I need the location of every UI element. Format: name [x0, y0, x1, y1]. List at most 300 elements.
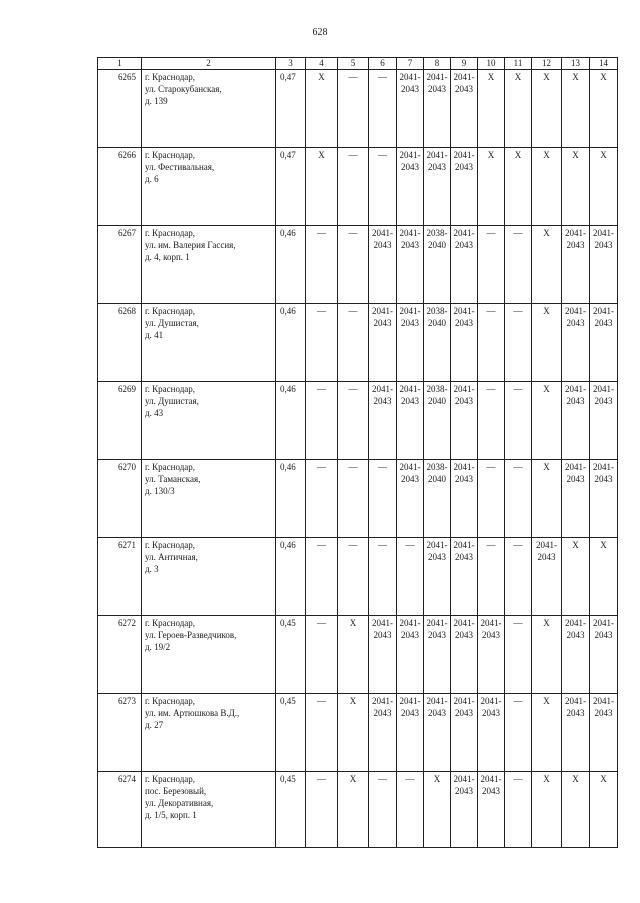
- period-value: 2041-: [593, 462, 614, 472]
- period-value: 2043: [401, 162, 419, 172]
- period-value: Х: [433, 774, 441, 784]
- address-line: г. Краснодар,: [145, 228, 196, 238]
- period-value: —: [317, 774, 326, 784]
- column-number-12: 12: [532, 58, 562, 70]
- period-value: 2043: [566, 318, 585, 328]
- period-value: —: [513, 774, 523, 784]
- period-value: 2043: [594, 318, 613, 328]
- column-number-3: 3: [276, 58, 306, 70]
- period-cell-col-5: [338, 70, 369, 148]
- period-cell-col-6: [369, 382, 397, 460]
- address-cell: [142, 226, 276, 304]
- period-cell-col-10: [478, 70, 505, 148]
- period-cell-col-14: [590, 304, 618, 382]
- period-value: Х: [543, 618, 550, 628]
- period-value: —: [348, 228, 358, 238]
- period-cell-col-10: [478, 148, 505, 226]
- period-value: 2043: [455, 786, 473, 796]
- period-cell-col-8: [424, 70, 451, 148]
- period-cell-col-12: [532, 460, 562, 538]
- period-value: Х: [600, 774, 607, 784]
- period-cell-col-6: [369, 772, 397, 848]
- column-number-8: 8: [424, 58, 451, 70]
- period-cell-col-14: [590, 226, 618, 304]
- address-line: ул. Героев-Разведчиков,: [145, 630, 237, 640]
- period-value: 2043: [594, 396, 613, 406]
- period-value: Х: [349, 774, 357, 784]
- area-value: 0,47: [276, 70, 306, 148]
- period-cell-col-5: [338, 616, 369, 694]
- period-value: 2043: [373, 630, 392, 640]
- period-cell-col-11: [505, 304, 532, 382]
- period-value: Х: [318, 72, 325, 82]
- period-value: Х: [487, 72, 495, 82]
- period-value: 2041-: [593, 384, 614, 394]
- address-cell: [142, 538, 276, 616]
- period-value: 2038-: [426, 462, 448, 472]
- period-value: 2043: [594, 708, 613, 718]
- period-value: 2043: [455, 396, 473, 406]
- period-value: —: [348, 72, 358, 82]
- period-value: 2043: [455, 552, 473, 562]
- period-cell-col-14: [590, 148, 618, 226]
- period-value: 2043: [455, 162, 473, 172]
- period-value: 2043: [594, 474, 613, 484]
- period-cell-col-8: [424, 616, 451, 694]
- period-value: 2041-: [565, 696, 586, 706]
- table-row: [98, 538, 618, 616]
- period-cell-col-8: [424, 694, 451, 772]
- period-cell-col-5: [338, 382, 369, 460]
- address-line: д. 27: [145, 720, 164, 730]
- period-value: 2043: [566, 630, 585, 640]
- address-line: ул. Старокубанская,: [145, 84, 222, 94]
- period-cell-col-13: [562, 616, 590, 694]
- period-value: 2043: [401, 630, 419, 640]
- period-value: —: [378, 774, 387, 784]
- period-cell-col-7: [397, 772, 424, 848]
- period-cell-col-13: [562, 694, 590, 772]
- period-value: 2038-: [426, 306, 448, 316]
- period-cell-col-5: [338, 694, 369, 772]
- address-line: д. 19/2: [145, 642, 171, 652]
- period-value: 2041-: [399, 228, 421, 238]
- period-cell-col-9: [451, 772, 478, 848]
- address-cell: [142, 70, 276, 148]
- period-value: 2040: [428, 318, 446, 328]
- period-cell-col-10: [478, 226, 505, 304]
- period-value: —: [378, 72, 387, 82]
- address-cell: [142, 460, 276, 538]
- table-row: [98, 382, 618, 460]
- period-value: 2041-: [372, 228, 393, 238]
- period-value: 2041-: [453, 228, 475, 238]
- period-value: 2041-: [453, 618, 475, 628]
- address-line: д. 6: [145, 174, 159, 184]
- period-cell-col-5: [338, 226, 369, 304]
- area-value: 0,45: [276, 694, 306, 772]
- period-cell-col-4: [306, 538, 338, 616]
- period-cell-col-14: [590, 460, 618, 538]
- table-row: [98, 460, 618, 538]
- period-cell-col-13: [562, 772, 590, 848]
- period-value: Х: [349, 696, 357, 706]
- period-cell-col-9: [451, 304, 478, 382]
- period-value: 2043: [401, 84, 419, 94]
- period-value: 2041-: [453, 72, 475, 82]
- period-cell-col-10: [478, 460, 505, 538]
- period-value: 2043: [455, 474, 473, 484]
- period-value: —: [513, 228, 523, 238]
- period-cell-col-7: [397, 304, 424, 382]
- address-line: ул. им. Артюшкова В.Д.,: [145, 708, 240, 718]
- period-value: 2043: [455, 318, 473, 328]
- period-value: —: [486, 462, 496, 472]
- period-value: —: [378, 462, 387, 472]
- period-cell-col-8: [424, 772, 451, 848]
- period-value: 2041-: [372, 696, 393, 706]
- period-value: 2041-: [536, 540, 557, 550]
- area-value: 0,46: [276, 538, 306, 616]
- period-value: Х: [572, 150, 579, 160]
- period-value: Х: [543, 306, 550, 316]
- area-value: 0,45: [276, 772, 306, 848]
- period-value: —: [317, 618, 326, 628]
- period-cell-col-13: [562, 382, 590, 460]
- period-value: 2041-: [453, 696, 475, 706]
- period-cell-col-5: [338, 772, 369, 848]
- period-value: 2043: [566, 396, 585, 406]
- period-value: 2041-: [453, 150, 475, 160]
- period-value: 2041-: [399, 462, 421, 472]
- period-cell-col-6: [369, 616, 397, 694]
- period-cell-col-7: [397, 616, 424, 694]
- table-row: [98, 694, 618, 772]
- period-value: Х: [600, 72, 607, 82]
- period-cell-col-5: [338, 538, 369, 616]
- register-table: [97, 57, 618, 848]
- period-value: 2041-: [565, 618, 586, 628]
- period-value: 2041-: [565, 462, 586, 472]
- period-value: 2041-: [453, 384, 475, 394]
- period-cell-col-10: [478, 382, 505, 460]
- period-value: —: [513, 540, 523, 550]
- column-number-5: 5: [338, 58, 369, 70]
- column-number-13: 13: [562, 58, 590, 70]
- period-value: 2043: [401, 708, 419, 718]
- period-value: 2043: [566, 474, 585, 484]
- period-cell-col-11: [505, 460, 532, 538]
- period-value: 2041-: [453, 462, 475, 472]
- period-value: —: [513, 696, 523, 706]
- period-value: —: [348, 384, 358, 394]
- period-value: 2041-: [480, 774, 502, 784]
- period-value: 2043: [594, 630, 613, 640]
- period-cell-col-9: [451, 694, 478, 772]
- period-value: Х: [487, 150, 495, 160]
- period-value: 2041-: [399, 618, 421, 628]
- period-value: 2043: [566, 240, 585, 250]
- address-line: г. Краснодар,: [145, 540, 196, 550]
- period-cell-col-5: [338, 460, 369, 538]
- period-cell-col-12: [532, 616, 562, 694]
- period-value: Х: [318, 150, 325, 160]
- period-cell-col-12: [532, 538, 562, 616]
- period-value: —: [348, 540, 358, 550]
- address-cell: [142, 772, 276, 848]
- period-value: 2041-: [399, 306, 421, 316]
- address-cell: [142, 382, 276, 460]
- period-value: 2043: [401, 396, 419, 406]
- column-number-4: 4: [306, 58, 338, 70]
- period-value: 2041-: [453, 540, 475, 550]
- period-cell-col-7: [397, 460, 424, 538]
- period-cell-col-11: [505, 616, 532, 694]
- period-value: Х: [600, 540, 607, 550]
- period-value: Х: [543, 150, 550, 160]
- row-number: 6269: [98, 382, 142, 460]
- period-cell-col-9: [451, 382, 478, 460]
- period-value: 2041-: [565, 384, 586, 394]
- period-value: 2043: [428, 162, 446, 172]
- row-number: 6272: [98, 616, 142, 694]
- period-value: 2043: [401, 474, 419, 484]
- period-cell-col-4: [306, 304, 338, 382]
- period-value: Х: [543, 774, 550, 784]
- period-value: 2043: [428, 84, 446, 94]
- period-value: 2041-: [480, 618, 502, 628]
- period-value: 2041-: [426, 696, 448, 706]
- area-value: 0,47: [276, 148, 306, 226]
- period-cell-col-5: [338, 148, 369, 226]
- column-number-9: 9: [451, 58, 478, 70]
- row-number: 6273: [98, 694, 142, 772]
- area-value: 0,46: [276, 304, 306, 382]
- address-line: ул. Фестивальная,: [145, 162, 215, 172]
- row-number: 6271: [98, 538, 142, 616]
- period-value: 2040: [428, 396, 446, 406]
- period-value: 2043: [401, 318, 419, 328]
- period-cell-col-8: [424, 304, 451, 382]
- period-value: 2041-: [372, 618, 393, 628]
- row-number: 6268: [98, 304, 142, 382]
- column-number-row: [98, 58, 618, 70]
- period-value: Х: [572, 72, 579, 82]
- period-cell-col-4: [306, 460, 338, 538]
- period-value: 2041-: [372, 306, 393, 316]
- period-value: Х: [543, 462, 550, 472]
- period-value: —: [513, 384, 523, 394]
- period-cell-col-13: [562, 538, 590, 616]
- area-value: 0,46: [276, 460, 306, 538]
- address-line: ул. Таманская,: [145, 474, 201, 484]
- period-value: 2041-: [399, 384, 421, 394]
- period-cell-col-6: [369, 226, 397, 304]
- address-line: пос. Березовый,: [145, 786, 207, 796]
- address-line: д. 4, корп. 1: [145, 252, 190, 262]
- period-cell-col-10: [478, 772, 505, 848]
- period-cell-col-12: [532, 772, 562, 848]
- period-value: —: [317, 462, 326, 472]
- address-line: ул. Душистая,: [145, 318, 199, 328]
- period-cell-col-4: [306, 382, 338, 460]
- address-line: г. Краснодар,: [145, 384, 196, 394]
- address-line: ул. Душистая,: [145, 396, 199, 406]
- period-value: —: [405, 774, 415, 784]
- column-number-7: 7: [397, 58, 424, 70]
- table-row: [98, 616, 618, 694]
- period-cell-col-9: [451, 148, 478, 226]
- period-cell-col-9: [451, 460, 478, 538]
- period-value: —: [486, 306, 496, 316]
- period-cell-col-13: [562, 148, 590, 226]
- address-line: г. Краснодар,: [145, 618, 196, 628]
- period-value: —: [513, 618, 523, 628]
- period-value: —: [513, 306, 523, 316]
- address-line: д. 41: [145, 330, 164, 340]
- period-cell-col-4: [306, 226, 338, 304]
- period-value: 2041-: [426, 150, 448, 160]
- address-line: г. Краснодар,: [145, 150, 196, 160]
- period-value: 2043: [401, 240, 419, 250]
- row-number: 6266: [98, 148, 142, 226]
- period-value: 2040: [428, 240, 446, 250]
- period-cell-col-8: [424, 460, 451, 538]
- period-value: Х: [543, 228, 550, 238]
- period-cell-col-7: [397, 382, 424, 460]
- address-cell: [142, 304, 276, 382]
- period-cell-col-14: [590, 694, 618, 772]
- period-cell-col-4: [306, 148, 338, 226]
- period-value: 2043: [455, 240, 473, 250]
- period-cell-col-12: [532, 148, 562, 226]
- address-cell: [142, 148, 276, 226]
- period-value: 2038-: [426, 228, 448, 238]
- period-cell-col-13: [562, 70, 590, 148]
- address-line: г. Краснодар,: [145, 774, 196, 784]
- address-line: ул. Античная,: [145, 552, 198, 562]
- address-line: ул. Декоративная,: [145, 798, 214, 808]
- period-cell-col-12: [532, 694, 562, 772]
- period-cell-col-6: [369, 694, 397, 772]
- area-value: 0,46: [276, 226, 306, 304]
- period-cell-col-13: [562, 304, 590, 382]
- period-value: 2043: [373, 708, 392, 718]
- period-value: Х: [543, 72, 550, 82]
- period-value: —: [486, 228, 496, 238]
- period-value: Х: [572, 774, 579, 784]
- period-cell-col-5: [338, 304, 369, 382]
- period-value: Х: [543, 384, 550, 394]
- period-value: 2043: [566, 708, 585, 718]
- period-cell-col-11: [505, 772, 532, 848]
- period-value: 2041-: [399, 150, 421, 160]
- period-cell-col-14: [590, 382, 618, 460]
- period-value: —: [348, 462, 358, 472]
- period-cell-col-6: [369, 538, 397, 616]
- period-cell-col-11: [505, 382, 532, 460]
- address-line: д. 139: [145, 96, 168, 106]
- period-cell-col-6: [369, 148, 397, 226]
- table-row: [98, 148, 618, 226]
- period-cell-col-13: [562, 460, 590, 538]
- period-cell-col-8: [424, 538, 451, 616]
- address-line: г. Краснодар,: [145, 72, 196, 82]
- period-value: 2043: [428, 630, 446, 640]
- period-value: —: [378, 540, 387, 550]
- period-cell-col-4: [306, 694, 338, 772]
- table-row: [98, 304, 618, 382]
- area-value: 0,45: [276, 616, 306, 694]
- period-value: 2041-: [453, 306, 475, 316]
- period-value: 2043: [428, 552, 446, 562]
- period-cell-col-4: [306, 70, 338, 148]
- address-cell: [142, 616, 276, 694]
- period-cell-col-7: [397, 148, 424, 226]
- period-value: —: [317, 306, 326, 316]
- address-line: г. Краснодар,: [145, 696, 196, 706]
- row-number: 6274: [98, 772, 142, 848]
- address-line: г. Краснодар,: [145, 306, 196, 316]
- period-value: 2043: [373, 318, 392, 328]
- period-cell-col-11: [505, 538, 532, 616]
- period-value: 2041-: [426, 618, 448, 628]
- period-cell-col-10: [478, 616, 505, 694]
- table-row: [98, 772, 618, 848]
- period-value: —: [405, 540, 415, 550]
- row-number: 6265: [98, 70, 142, 148]
- column-number-14: 14: [590, 58, 618, 70]
- period-value: —: [486, 384, 496, 394]
- area-value: 0,46: [276, 382, 306, 460]
- period-value: 2043: [455, 84, 473, 94]
- period-value: 2041-: [453, 774, 475, 784]
- period-value: —: [348, 306, 358, 316]
- period-value: 2041-: [399, 696, 421, 706]
- period-cell-col-4: [306, 772, 338, 848]
- period-cell-col-11: [505, 694, 532, 772]
- period-value: —: [513, 462, 523, 472]
- period-cell-col-7: [397, 538, 424, 616]
- period-value: Х: [349, 618, 357, 628]
- row-number: 6267: [98, 226, 142, 304]
- period-value: —: [317, 696, 326, 706]
- period-value: Х: [572, 540, 579, 550]
- period-value: 2041-: [372, 384, 393, 394]
- period-value: —: [317, 540, 326, 550]
- period-value: 2043: [482, 630, 500, 640]
- period-value: 2041-: [399, 72, 421, 82]
- period-value: —: [317, 228, 326, 238]
- period-cell-col-12: [532, 70, 562, 148]
- period-value: —: [348, 150, 358, 160]
- period-value: —: [317, 384, 326, 394]
- period-cell-col-12: [532, 382, 562, 460]
- period-cell-col-11: [505, 226, 532, 304]
- column-number-10: 10: [478, 58, 505, 70]
- address-line: д. 1/5, корп. 1: [145, 810, 197, 820]
- period-value: 2043: [373, 396, 392, 406]
- register-table-body: [98, 58, 618, 848]
- period-value: —: [486, 540, 496, 550]
- period-cell-col-7: [397, 70, 424, 148]
- period-value: 2043: [482, 708, 500, 718]
- period-value: 2040: [428, 474, 446, 484]
- period-cell-col-14: [590, 70, 618, 148]
- period-cell-col-8: [424, 226, 451, 304]
- period-cell-col-6: [369, 70, 397, 148]
- page-number: 628: [312, 27, 328, 38]
